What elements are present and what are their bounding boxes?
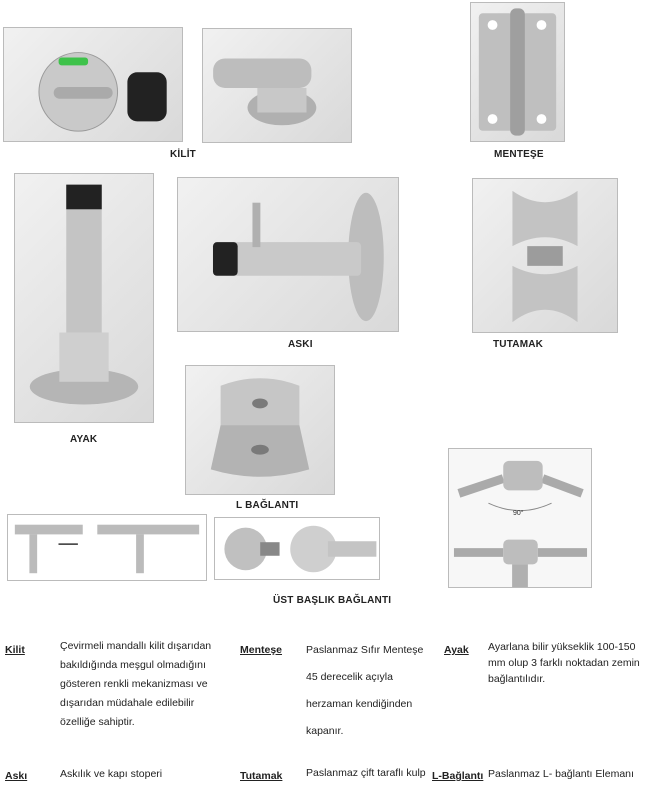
handle-photo [472, 178, 618, 333]
top-connection-diagram [448, 448, 592, 588]
term-mentese: Menteşe [240, 644, 283, 656]
desc-kilit: Çevirmeli mandallı kilit dışarıdan bakıldığında meşgul olmadığını gösteren renkli mekanizması ve dışarıdan müdahale edilebilir özelliğe sahiptir. [60, 640, 212, 728]
lock-photo-side [202, 28, 352, 143]
desc-tutamak: Paslanmaz çift taraflı kulp [306, 767, 426, 779]
lock-photo-front [3, 27, 183, 142]
caption-l-baglanti: L BAĞLANTI [236, 500, 299, 511]
caption-mentese: MENTEŞE [494, 149, 544, 160]
caption-ayak: AYAK [70, 434, 98, 445]
term-ayak: Ayak [444, 644, 469, 656]
top-connection-photo-2 [214, 517, 380, 580]
angle-label: 90° [513, 510, 524, 517]
caption-aski: ASKI [288, 339, 313, 350]
l-bracket-photo [185, 365, 335, 495]
caption-kilit: KİLİT [170, 149, 196, 160]
term-tutamak: Tutamak [240, 770, 283, 782]
caption-tutamak: TUTAMAK [493, 339, 544, 350]
term-aski: Askı [5, 770, 28, 782]
top-connection-photo-1 [7, 514, 207, 581]
caption-ust-baslik: ÜST BAŞLIK BAĞLANTI [273, 595, 392, 606]
term-kilit: Kilit [5, 644, 25, 656]
desc-ayak: Ayarlana bilir yükseklik 100-150 mm olup 3 farklı noktadan zemin bağlantılıdır. [488, 641, 640, 685]
foot-photo [14, 173, 154, 423]
desc-l-baglanti: Paslanmaz L- bağlantı Elemanı [488, 768, 634, 780]
term-l-baglanti: L-Bağlantı [432, 770, 484, 782]
hook-photo [177, 177, 399, 332]
desc-mentese: Paslanmaz Sıfır Menteşe 45 derecelik açıyla herzaman kendiğinden kapanır. [306, 644, 424, 737]
hinge-photo [470, 2, 565, 142]
desc-aski: Askılık ve kapı stoperi [60, 768, 163, 780]
